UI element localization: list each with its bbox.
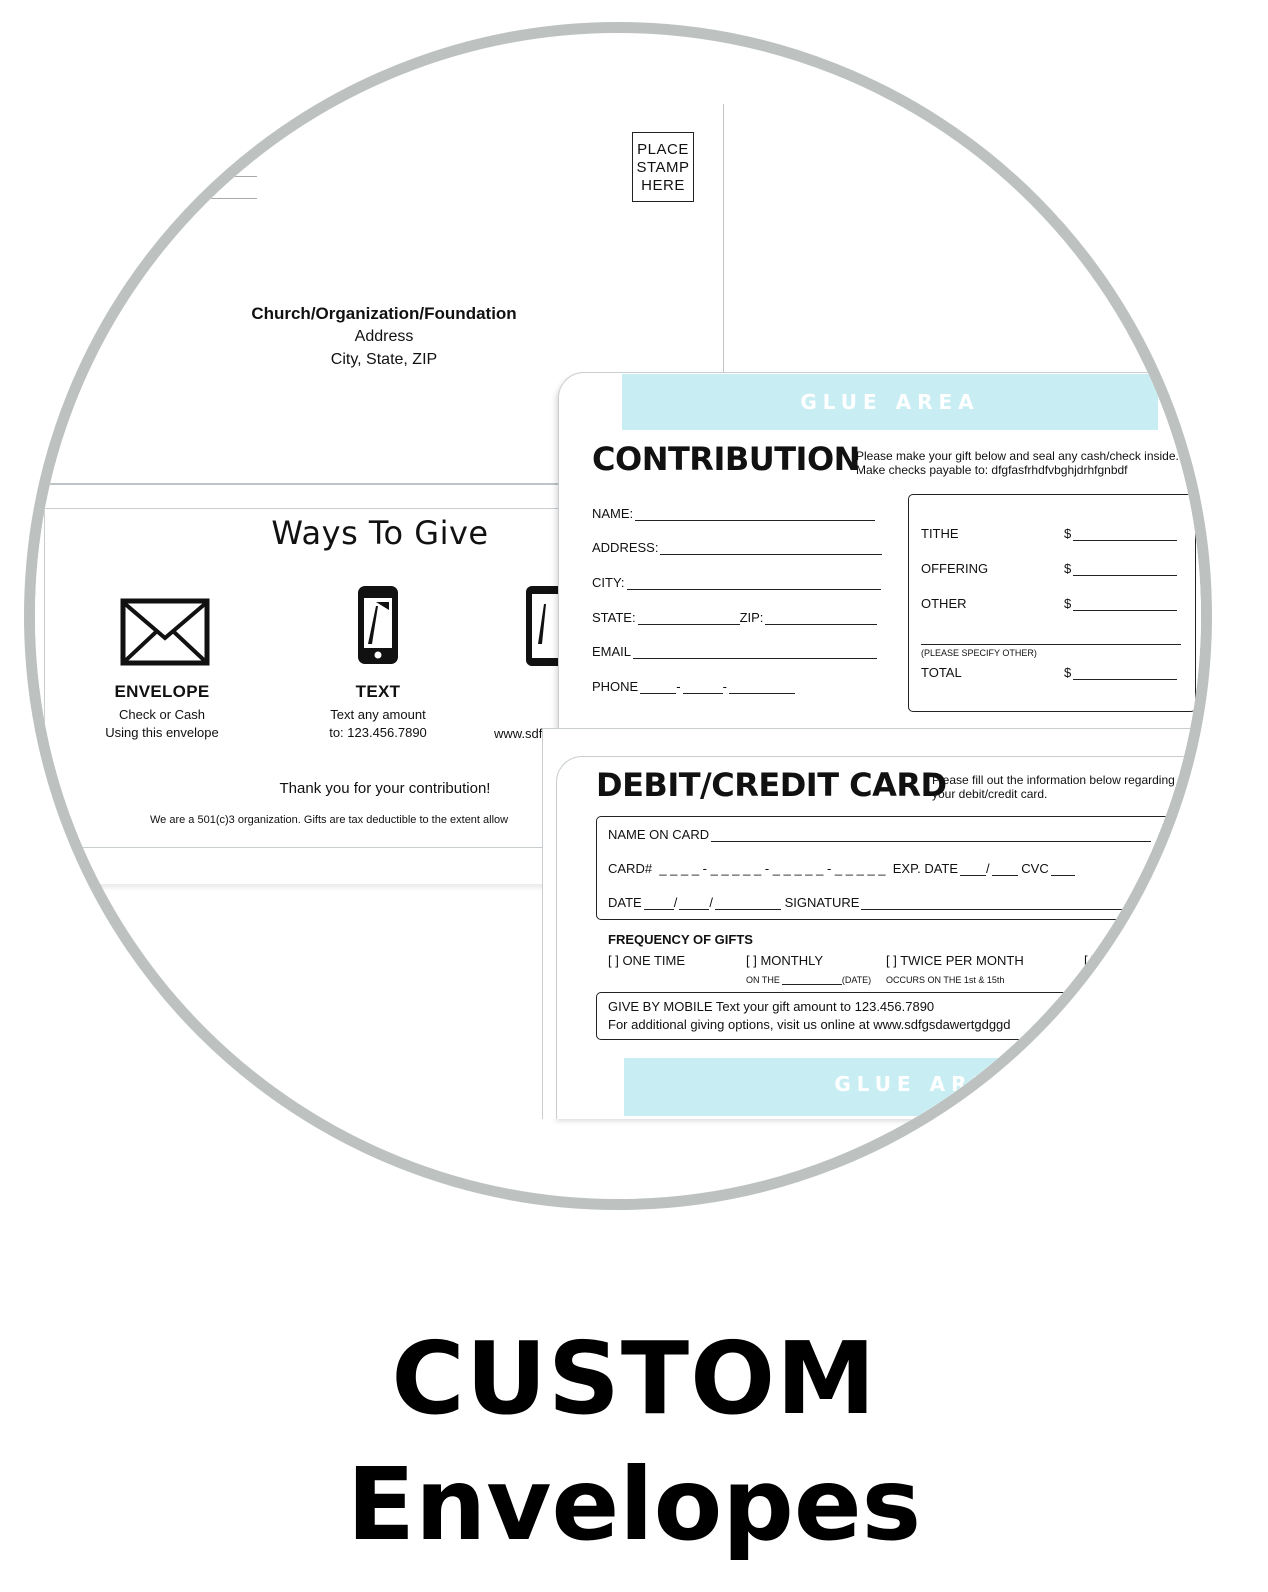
mailing-address (226, 302, 542, 371)
option-desc-line: Using this envelope (105, 725, 219, 740)
website-text: For additional giving options, visit us online at www.sdfgsdawertgdggd (608, 1017, 1011, 1032)
other-frequency-checkbox[interactable]: [ ] (1084, 953, 1095, 968)
phone-icon (356, 584, 400, 666)
city-field[interactable] (592, 575, 881, 590)
stamp-text: STAMP (636, 159, 690, 176)
name-field[interactable] (592, 506, 875, 521)
note-line: Make checks payable to: dfgfasfrhdfvbghjdrhfgnbdf (856, 463, 1128, 477)
address-city: City, State, ZIP (330, 351, 438, 368)
caption-subtitle: Envelopes (346, 1446, 922, 1563)
option-desc-line: to: 123.456.7890 (329, 725, 427, 740)
stamp-text: HERE (641, 177, 685, 194)
field-sep: - (676, 679, 681, 694)
field-label: DATE (608, 895, 642, 910)
option-heading: TEXT (355, 682, 401, 701)
other-amount[interactable] (1064, 596, 1177, 611)
ways-to-give-title: Ways To Give (271, 514, 489, 552)
tax-note: We are a 501(c)3 organization. Gifts are tax deductible to the extent allow (150, 814, 509, 826)
field-label: NAME: (592, 506, 634, 521)
name-on-card-field[interactable] (608, 827, 1151, 842)
field-label: NAME ON CARD (608, 827, 710, 842)
twice-monthly-note: OCCURS ON THE 1st & 15th (886, 975, 1005, 985)
circle-frame (24, 22, 1212, 1210)
field-label: ADDRESS: (592, 540, 659, 555)
total-amount[interactable] (1064, 665, 1177, 680)
option-desc-line: Text any amount (330, 707, 426, 722)
field-label: STATE: (592, 610, 636, 625)
currency-symbol: $ (1064, 596, 1072, 611)
return-address-line (205, 176, 257, 177)
field-label: (DATE) (841, 975, 872, 985)
give-option-text (278, 682, 478, 742)
total-label: TOTAL (921, 665, 962, 680)
field-label: PHONE (592, 679, 639, 694)
tithe-label: TITHE (921, 526, 959, 541)
option-desc (62, 706, 262, 742)
frequency-heading: FREQUENCY OF GIFTS (608, 932, 753, 947)
address-line: Address (354, 328, 414, 345)
contribution-heading: CONTRIBUTION (592, 440, 860, 478)
glue-area-top: GLUE AREA (622, 374, 1158, 430)
twice-monthly-checkbox[interactable]: [ ] TWICE PER MONTH (886, 953, 1024, 968)
field-label: SIGNATURE (784, 895, 860, 910)
field-label: CARD# (608, 861, 653, 876)
card-number-field[interactable] (608, 861, 1075, 876)
card-note (932, 773, 1175, 801)
field-label: EXP. DATE (892, 861, 959, 876)
option-desc (278, 706, 478, 742)
offering-label: OFFERING (921, 561, 989, 576)
one-time-checkbox[interactable]: [ ] ONE TIME (608, 953, 686, 968)
thank-you-text: Thank you for your contribution! (279, 780, 491, 797)
field-label: ZIP: (739, 610, 764, 625)
field-sep: / (709, 895, 713, 910)
specify-line (921, 644, 1181, 645)
caption-title: CUSTOM (391, 1320, 877, 1437)
date-signature-field[interactable] (608, 895, 1127, 910)
note-line: your debit/credit card. (932, 787, 1048, 801)
glue-area-bottom: GLUE AREA (624, 1058, 1212, 1116)
return-address-line (205, 198, 257, 199)
option-desc-line: Check or Cash (119, 707, 205, 722)
note-line: Please fill out the information below regarding (932, 773, 1175, 787)
ways-to-give-panel (44, 508, 566, 848)
currency-symbol: $ (1064, 526, 1072, 541)
field-label: ON THE (746, 975, 780, 985)
field-label: CVC (1021, 861, 1049, 876)
mobile-text: GIVE BY MOBILE Text your gift amount to 123.456.7890 (608, 999, 935, 1014)
address-field[interactable] (592, 540, 882, 555)
address-org: Church/Organization/Foundation (251, 304, 517, 323)
field-sep: - (722, 679, 727, 694)
stamp-box (632, 132, 694, 202)
offering-amount[interactable] (1064, 561, 1177, 576)
phone-field[interactable] (592, 679, 795, 694)
currency-symbol: $ (1064, 561, 1072, 576)
option-heading: ENVELOPE (114, 682, 210, 701)
field-label: CITY: (592, 575, 625, 590)
tithe-amount[interactable] (1064, 526, 1177, 541)
monthly-checkbox[interactable]: [ ] MONTHLY (746, 953, 824, 968)
field-label: EMAIL (592, 644, 632, 659)
stamp-text: PLACE (637, 141, 689, 158)
monthly-date-field[interactable] (746, 975, 871, 985)
field-sep: / (986, 861, 990, 876)
envelope-icon (120, 598, 210, 666)
other-label: OTHER (921, 596, 967, 611)
currency-symbol: $ (1064, 665, 1072, 680)
give-option-envelope (62, 682, 262, 742)
specify-label: (PLEASE SPECIFY OTHER) (921, 648, 1037, 658)
option-web-url: www.sdf (494, 726, 543, 741)
email-field[interactable] (592, 644, 877, 659)
note-line: Please make your gift below and seal any cash/check inside. (856, 449, 1179, 463)
field-sep: / (673, 895, 678, 910)
card-mask: _ _ _ _ - _ _ _ _ _ - _ _ _ _ _ - _ _ _ _ _ (659, 861, 886, 876)
state-zip-field[interactable] (592, 610, 877, 625)
card-heading: DEBIT/CREDIT CARD (596, 766, 947, 804)
contribution-note (856, 449, 1179, 477)
